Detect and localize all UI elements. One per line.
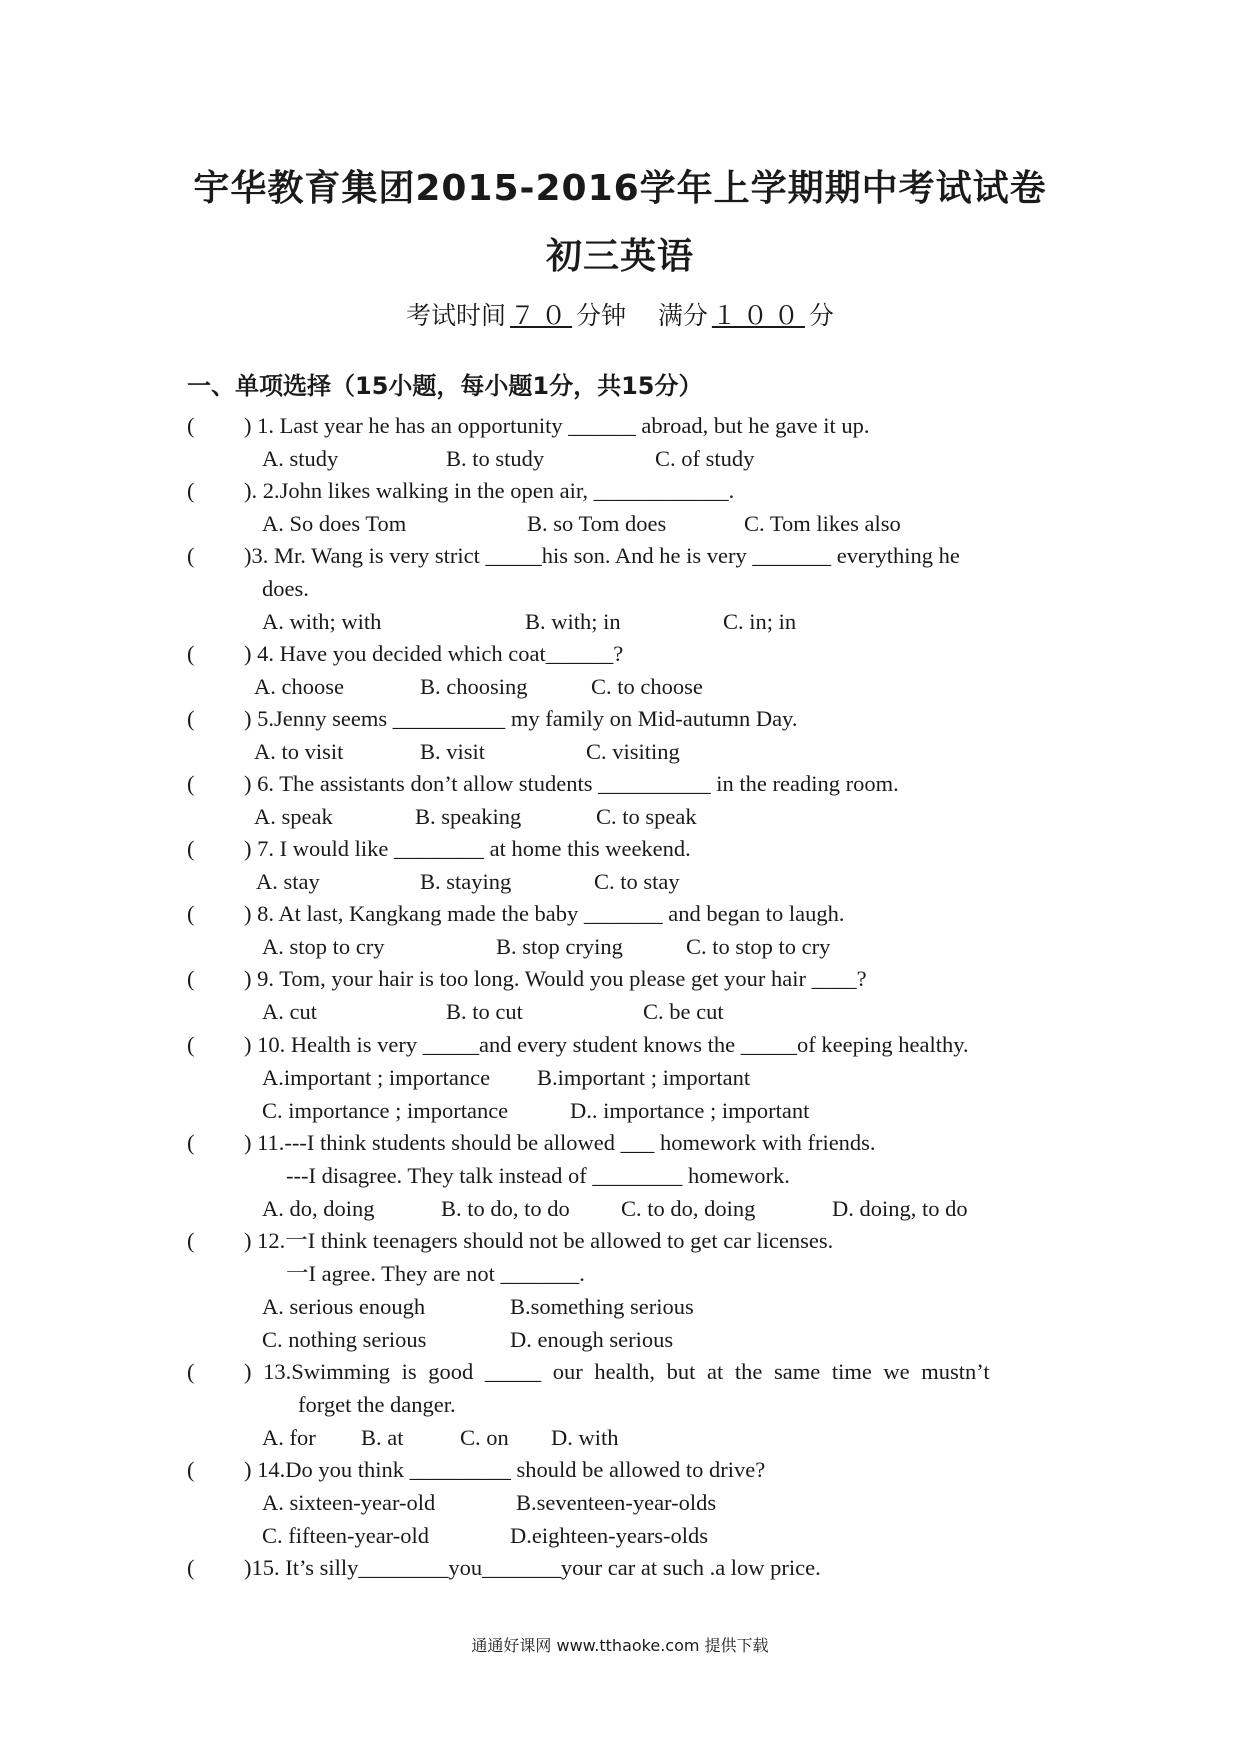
answer-bracket[interactable]: (: [187, 1228, 195, 1253]
option-b: B. to do, to do: [441, 1196, 570, 1221]
time-unit: 分钟: [576, 301, 627, 330]
option-c: C. nothing serious: [262, 1327, 427, 1352]
option-b: B. with; in: [525, 609, 621, 634]
question-6: ) 6. The assistants don’t allow students __________ in the reading room.: [244, 771, 899, 796]
option-c: C. importance ; importance: [262, 1098, 509, 1123]
option-d: D.eighteen-years-olds: [510, 1523, 709, 1548]
option-b: B. stop crying: [496, 934, 623, 959]
option-a: A. with; with: [262, 609, 382, 634]
option-b: B. staying: [420, 869, 512, 894]
option-c: C. to speak: [596, 804, 697, 829]
question-7: ) 7. I would like ________ at home this weekend.: [244, 836, 691, 861]
answer-bracket[interactable]: (: [187, 706, 195, 731]
option-c: C. on: [460, 1425, 509, 1450]
answer-bracket[interactable]: (: [187, 478, 195, 503]
answer-bracket[interactable]: (: [187, 1359, 195, 1384]
answer-bracket[interactable]: (: [187, 1032, 195, 1057]
option-a: A.important ; importance: [262, 1065, 491, 1090]
option-c: C. to stay: [594, 869, 680, 894]
question-8: ) 8. At last, Kangkang made the baby _______ and began to laugh.: [244, 901, 845, 926]
option-a: A. speak: [254, 804, 333, 829]
option-b: B. to study: [446, 446, 545, 471]
option-c: C. visiting: [586, 739, 680, 764]
option-a: A. do, doing: [262, 1196, 375, 1221]
exam-subject: 初三英语: [545, 236, 694, 277]
answer-bracket[interactable]: (: [187, 1457, 195, 1482]
option-a: A. for: [262, 1425, 316, 1450]
option-c: C. of study: [655, 446, 755, 471]
question-4: ) 4. Have you decided which coat______?: [244, 641, 624, 666]
option-b: B.something serious: [510, 1294, 694, 1319]
question-12: ) 12.一I think teenagers should not be allowed to get car licenses.: [244, 1228, 834, 1253]
question-14: ) 14.Do you think _________ should be allowed to drive?: [244, 1457, 766, 1482]
option-c: C. to choose: [591, 674, 703, 699]
option-c: C. in; in: [723, 609, 797, 634]
question-2: ). 2.John likes walking in the open air, ____________.: [244, 478, 735, 503]
option-c: C. fifteen-year-old: [262, 1523, 429, 1548]
option-c: C. be cut: [643, 999, 724, 1024]
option-b: B. speaking: [415, 804, 522, 829]
option-b: B. visit: [420, 739, 486, 764]
answer-bracket[interactable]: (: [187, 1130, 195, 1155]
option-a: A. So does Tom: [262, 511, 407, 536]
exam-info: [0, 296, 1240, 332]
section-title: 一、单项选择（15小题，每小题1分，共15分）: [187, 372, 703, 400]
time-label: 考试时间: [406, 301, 507, 330]
option-a: A. sixteen-year-old: [262, 1490, 436, 1515]
option-a: A. to visit: [254, 739, 344, 764]
question-13: ) 13.Swimming is good _____ our health, but at the same time we mustn’t: [244, 1359, 990, 1384]
option-c: C. Tom likes also: [744, 511, 901, 536]
option-a: A. study: [262, 446, 339, 471]
option-b: B.seventeen-year-olds: [516, 1490, 717, 1515]
answer-bracket[interactable]: (: [187, 836, 195, 861]
score-value: １００: [711, 301, 805, 330]
question-1: ) 1. Last year he has an opportunity ______ abroad, but he gave it up.: [244, 413, 870, 438]
question-11: ) 11.---I think students should be allowed ___ homework with friends.: [244, 1130, 876, 1155]
option-b: B. to cut: [446, 999, 523, 1024]
answer-bracket[interactable]: (: [187, 1555, 195, 1580]
option-a: A. choose: [254, 674, 344, 699]
question-13-cont: forget the danger.: [298, 1392, 456, 1417]
question-5: ) 5.Jenny seems __________ my family on Mid-autumn Day.: [244, 706, 798, 731]
question-3: )3. Mr. Wang is very strict _____his son. And he is very _______ everything he: [244, 543, 960, 568]
option-d: D. enough serious: [510, 1327, 674, 1352]
option-b: B.important ; important: [537, 1065, 751, 1090]
answer-bracket[interactable]: (: [187, 543, 195, 568]
option-b: B. so Tom does: [527, 511, 667, 536]
option-d: D. doing, to do: [832, 1196, 968, 1221]
time-value: ７０: [510, 301, 573, 330]
footer-source: 通通好课网 www.tthaoke.com 提供下载: [471, 1636, 769, 1655]
score-unit: 分: [808, 301, 834, 330]
question-12-cont: 一I agree. They are not _______.: [286, 1261, 585, 1286]
answer-bracket[interactable]: (: [187, 641, 195, 666]
answer-bracket[interactable]: (: [187, 966, 195, 991]
answer-bracket[interactable]: (: [187, 771, 195, 796]
option-a: A. cut: [262, 999, 317, 1024]
option-b: B. choosing: [420, 674, 528, 699]
question-15: )15. It’s silly________you_______your car at such .a low price.: [244, 1555, 821, 1580]
score-label: 满分: [657, 301, 708, 330]
question-9: ) 9. Tom, your hair is too long. Would you please get your hair ____?: [244, 966, 867, 991]
option-d: D. with: [551, 1425, 619, 1450]
question-11-cont: ---I disagree. They talk instead of ________ homework.: [286, 1163, 790, 1188]
option-c: C. to do, doing: [621, 1196, 756, 1221]
answer-bracket[interactable]: (: [187, 901, 195, 926]
question-10: ) 10. Health is very _____and every student knows the _____of keeping healthy.: [244, 1032, 969, 1057]
option-b: B. at: [361, 1425, 404, 1450]
question-3-cont: does.: [262, 576, 309, 601]
answer-bracket[interactable]: (: [187, 413, 195, 438]
option-a: A. stay: [256, 869, 320, 894]
option-d: D.. importance ; important: [570, 1098, 810, 1123]
exam-title: 宇华教育集团2015-2016学年上学期期中考试试卷: [193, 168, 1047, 209]
option-a: A. serious enough: [262, 1294, 426, 1319]
option-c: C. to stop to cry: [686, 934, 831, 959]
option-a: A. stop to cry: [262, 934, 385, 959]
